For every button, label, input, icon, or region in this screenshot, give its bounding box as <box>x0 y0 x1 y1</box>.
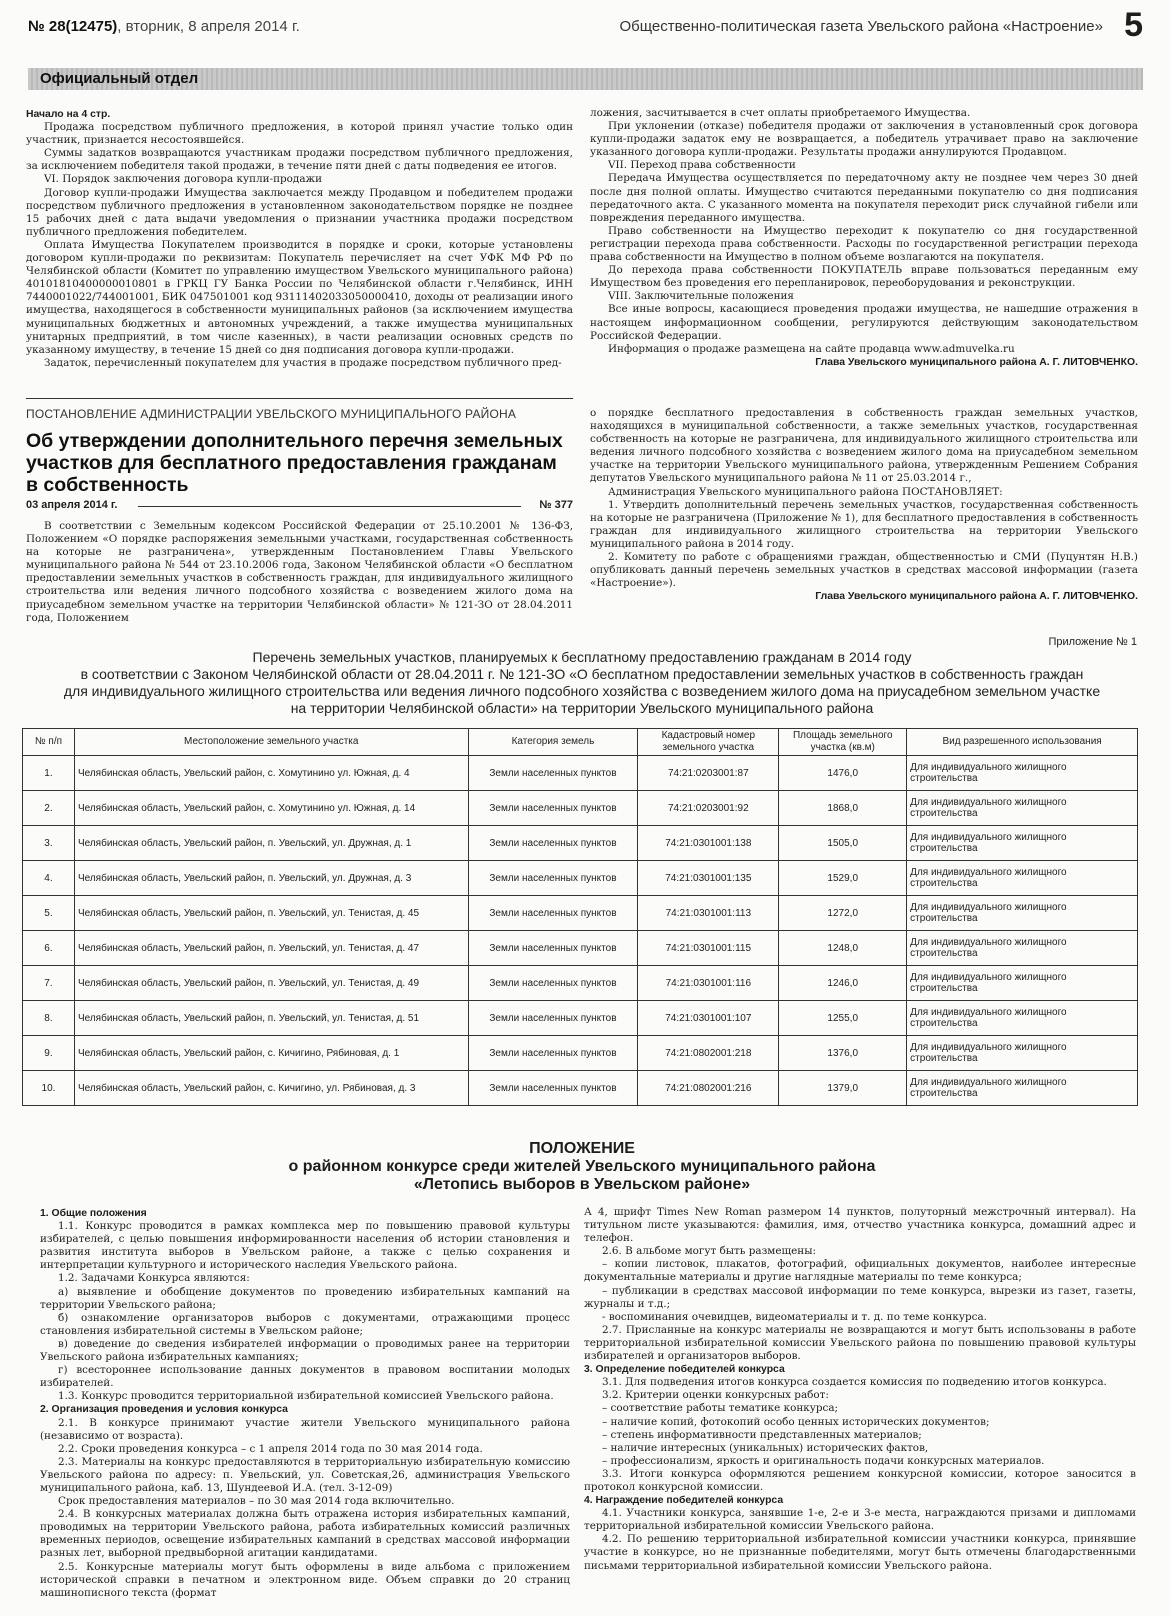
table-cell: Для индивидуального жилищного строительства <box>907 861 1138 896</box>
table-cell: 9. <box>23 1036 75 1071</box>
paragraph: в) доведение до сведения избирателей информации о проводимых ранее на территории Увельского района избирательных кампаниях; <box>40 1337 570 1364</box>
table-cell: Для индивидуального жилищного строительства <box>907 896 1138 931</box>
table-cell: Земли населенных пунктов <box>468 791 638 826</box>
column-header: Кадастровый номер земельного участка <box>638 729 779 756</box>
table-cell: 7. <box>23 966 75 1001</box>
table-row <box>23 1036 1138 1071</box>
table-cell: 6. <box>23 931 75 966</box>
table-cell: 74:21:0802001:218 <box>638 1036 779 1071</box>
table-cell: Земли населенных пунктов <box>468 1036 638 1071</box>
paragraph: г) всестороннее использование данных документов в правовом воспитании молодых избирателей. <box>40 1364 570 1390</box>
table-cell: 74:21:0203001:87 <box>638 756 779 791</box>
paragraph: 2.7. Присланные на конкурс материалы не возвращаются и могут быть использованы в работе территориальной избирательной комиссии Увельского района по повышению правовой культуры избирателей и организаторов выборов. <box>584 1323 1136 1363</box>
paragraph: 3.3. Итоги конкурса оформляются решением конкурсной комиссии, которое заносится в протокол конкурсной комиссии. <box>584 1467 1136 1493</box>
appendix-title <box>26 649 1138 717</box>
table-cell: 2. <box>23 791 75 826</box>
table-cell: 1255,0 <box>779 1001 907 1036</box>
signature: Глава Увельского муниципального района А. Г. ЛИТОВЧЕНКО. <box>815 356 1138 368</box>
paragraph: 1.1. Конкурс проводится в рамках комплекса мер по повышению правовой культуры избирателей, с целью повышения информированности населения об истории становления и развития института выборов в Увельском районе, а также с целью сохранения и интерпретации культурного и исторического наследия Увельского района. <box>40 1220 570 1272</box>
paragraph: – наличие копий, фотокопий особо ценных исторических документов; <box>602 1415 990 1428</box>
divider <box>26 398 573 399</box>
section-band <box>28 68 1143 90</box>
paragraph: ложения, засчитывается в счет оплаты приобретаемого Имущества. <box>590 107 971 119</box>
table-cell: 1529,0 <box>779 861 907 896</box>
table-cell: Челябинская область, Увельский район, с. Хомутинино ул. Южная, д. 4 <box>74 756 468 791</box>
paragraph: 3.1. Для подведения итогов конкурса создается комиссия по подведению итогов конкурса. <box>602 1376 1107 1389</box>
table-row <box>23 791 1138 826</box>
table-cell: Челябинская область, Увельский район, с. Хомутинино ул. Южная, д. 14 <box>74 791 468 826</box>
table-cell: Для индивидуального жилищного строительства <box>907 1001 1138 1036</box>
table-cell: Земли населенных пунктов <box>468 931 638 966</box>
table-cell: Земли населенных пунктов <box>468 756 638 791</box>
paragraph: – профессионализм, яркость и оригинальность подачи конкурсных материалов. <box>602 1454 1045 1467</box>
table-cell: Земли населенных пунктов <box>468 966 638 1001</box>
table-cell: Для индивидуального жилищного строительства <box>907 931 1138 966</box>
issue-date: , вторник, 8 апреля 2014 г. <box>117 18 300 35</box>
table-row <box>23 966 1138 1001</box>
paragraph: - воспоминания очевидцев, видеоматериалы и т. д. по теме конкурса. <box>602 1310 987 1323</box>
polozhenie-column-left <box>40 1207 570 1600</box>
table-cell: Земли населенных пунктов <box>468 1071 638 1106</box>
paragraph: – публикации в средствах массовой информации по теме конкурса, вырезки из газет, газеты, журналы и т.д.; <box>584 1284 1136 1310</box>
table-cell: Челябинская область, Увельский район, п. Увельский, ул. Тенистая, д. 45 <box>74 896 468 931</box>
decree-column-right <box>590 407 1138 603</box>
paragraph: Информация о продаже размещена на сайте продавца www.admuvelka.ru <box>608 342 1015 355</box>
table-cell: 74:21:0301001:115 <box>638 931 779 966</box>
paragraph: а) выявление и обобщение документов по проведению избирательных кампаний на территории Увельского района; <box>40 1285 570 1311</box>
table-cell: 8. <box>23 1001 75 1036</box>
paragraph: 2.2. Сроки проведения конкурса – с 1 апреля 2014 года по 30 мая 2014 года. <box>58 1442 483 1455</box>
paragraph: VIII. Заключительные положения <box>608 290 794 303</box>
table-cell: Челябинская область, Увельский район, с. Кичигино, Рябиновая, д. 1 <box>74 1036 468 1071</box>
table-cell: 4. <box>23 861 75 896</box>
section-heading: 3. Определение победителей конкурса <box>584 1364 785 1376</box>
paragraph: Оплата Имущества Покупателем производится в порядке и сроки, которые установлены договором купли-продажи по реквизитам: Покупатель перечисляет на счет УФК МФ РФ по Челябинской области (Комитет по управлению имуществом Увельского муниципального района) 40101810400000010801 в ГРКЦ ГУ Банка России по Челябинской области г.Челябинск, ИНН 7440001022/744001001, БИК 047501001 код 93111402033050000410, доходы от реализации иного имущества, находящегося в собственности муниципальных районов (за исключением имущества муниципальных бюджетных и автономных учреждений, а также имущества муниципальных унитарных предприятий, в том числе казенных), в части реализации основных средств по указанному имуществу, в течение 15 дней со дня подписания договора купли-продажи. <box>26 238 573 356</box>
polozhenie-column-right <box>584 1206 1136 1573</box>
land-table-wrap <box>22 728 1138 1106</box>
section-heading: 2. Организация проведения и условия конкурса <box>40 1404 288 1416</box>
table-cell: Для индивидуального жилищного строительства <box>907 966 1138 1001</box>
table-cell: 1476,0 <box>779 756 907 791</box>
paragraph: о порядке бесплатного предоставления в собственность граждан земельных участков, находящихся в муниципальной собственности, а также земельных участков, государственная собственность на которые не разграничена, для индивидуального жилищного строительства или ведения личного подсобного хозяйства с возведением жилого дома на приусадебном земельном участке на территории Увельского муниципального района, утвержденным Решением Собрания депутатов Увельского муниципального района № 11 от 25.03.2014 г., <box>590 407 1138 485</box>
table-cell: 74:21:0301001:113 <box>638 896 779 931</box>
table-cell: Челябинская область, Увельский район, п. Увельский, ул. Тенистая, д. 51 <box>74 1001 468 1036</box>
sale-column-left <box>26 108 573 370</box>
paragraph: – копии листовок, плакатов, фотографий, официальных документов, наиболее интересные документальные материалы и другие наглядные материалы по теме конкурса; <box>584 1258 1136 1284</box>
column-header: Площадь земельного участка (кв.м) <box>779 729 907 756</box>
table-row <box>23 826 1138 861</box>
paragraph: 2.3. Материалы на конкурс предоставляются в территориальную избирательную комиссию Увельского района по адресу: п. Увельский, ул. Советская,26, администрация Увельского муниципального района, каб. 13, Шундеевой И.А. (тел. 3-12-09) <box>40 1455 570 1494</box>
polozhenie-title-line: ПОЛОЖЕНИЕ <box>529 1140 635 1157</box>
appendix-title-line: на территории Челябинской области» на территории Увельского муниципального района <box>290 700 874 716</box>
table-cell: 74:21:0802001:216 <box>638 1071 779 1106</box>
page-number: 5 <box>1124 6 1143 44</box>
signature: Глава Увельского муниципального района А. Г. ЛИТОВЧЕНКО. <box>815 591 1138 603</box>
table-cell: 5. <box>23 896 75 931</box>
table-cell: Земли населенных пунктов <box>468 826 638 861</box>
dateline-rule <box>138 506 521 507</box>
paragraph: Право собственности на Имущество переходит к покупателю со дня государственной регистрации перехода права собственности. Расходы по государственной регистрации перехода права собственности на Имущество в полном объеме возлагаются на покупателя. <box>590 224 1138 264</box>
table-row <box>23 896 1138 931</box>
table-header-row <box>23 729 1138 756</box>
paragraph: 2.5. Конкурсные материалы могут быть оформлены в виде альбома с приложением исторической справки в печатном и электронном виде. Объем справки до 20 страниц машинописного текста (формат <box>40 1560 570 1599</box>
table-body <box>23 756 1138 1106</box>
table-cell: Челябинская область, Увельский район, п. Увельский, ул. Дружная, д. 1 <box>74 826 468 861</box>
table-cell: Земли населенных пунктов <box>468 861 638 896</box>
paragraph: Все иные вопросы, касающиеся проведения продажи имущества, не нашедшие отражения в настоящем информационном сообщении, регулируются действующим законодательством Российской Федерации. <box>590 303 1138 342</box>
table-cell: Челябинская область, Увельский район, с. Кичигино, ул. Рябиновая, д. 3 <box>74 1071 468 1106</box>
decree-number: № 377 <box>539 499 573 511</box>
table-cell: 1. <box>23 756 75 791</box>
sale-column-right <box>590 107 1138 369</box>
paragraph: 1. Утвердить дополнительный перечень земельных участков, государственная собственность на которые не разграничена (Приложение № 1), для бесплатного предоставления в собственность граждан для индивидуального жилищного строительства на территории Увельского муниципального района в 2014 году. <box>590 498 1138 550</box>
table-cell: 74:21:0203001:92 <box>638 791 779 826</box>
paragraph: VII. Переход права собственности <box>608 159 796 172</box>
decree-column-left <box>26 520 573 625</box>
column-header: Вид разрешенного использования <box>907 729 1138 756</box>
paragraph: – наличие интересных (уникальных) исторических фактов, <box>602 1441 929 1454</box>
land-table <box>22 728 1138 1106</box>
appendix-title-line: в соответствии с Законом Челябинской области от 28.04.2011 г. № 121-ЗО «О бесплатном предоставлении земельных участков в собственность граждан <box>80 666 1084 682</box>
polozhenie-title-line: о районном конкурсе среди жителей Увельского муниципального района <box>288 1158 876 1175</box>
table-cell: 1505,0 <box>779 826 907 861</box>
paragraph: Срок предоставления материалов – по 30 мая 2014 года включительно. <box>58 1495 455 1508</box>
paragraph: Продажа посредством публичного предложения, в которой принял участие только один участник, признается несостоявшейся. <box>26 121 573 147</box>
section-heading: Начало на 4 стр. <box>26 109 111 120</box>
paragraph: 1.2. Задачами Конкурса являются: <box>58 1272 250 1285</box>
paragraph: 3.2. Критерии оценки конкурсных работ: <box>602 1389 829 1402</box>
decree-kicker: ПОСТАНОВЛЕНИЕ АДМИНИСТРАЦИИ УВЕЛЬСКОГО МУНИЦИПАЛЬНОГО РАЙОНА <box>26 407 517 421</box>
section-heading: 1. Общие положения <box>40 1208 147 1219</box>
decree-title: Об утверждении дополнительного перечня земельных участков для бесплатного предоставления гражданам в собственность <box>26 430 563 496</box>
table-row <box>23 861 1138 896</box>
newspaper-name: Общественно-политическая газета Увельского района «Настроение» <box>619 18 1103 35</box>
paragraph: Суммы задатков возвращаются участникам продажи посредством публичного предложения, за исключением победителя такой продажи, в течение пяти дней с даты подведения ее итогов. <box>26 147 573 173</box>
table-cell: Челябинская область, Увельский район, п. Увельский, ул. Тенистая, д. 47 <box>74 931 468 966</box>
column-header: № п/п <box>23 729 75 756</box>
paragraph: В соответствии с Земельным кодексом Российской Федерации от 25.10.2001 № 136-ФЗ, Положением «О порядке распоряжения земельными участками, государственная собственность на которые не разграничена», утвержденным Постановлением Главы Увельского муниципального района № 544 от 23.10.2006 года, Законом Челябинской области «О бесплатном предоставлении земельных участков в собственность граждан, для индивидуального жилищного строительства или ведения личного подсобного хозяйства с возведением жилого дома на приусадебном земельном участке на территории Челябинской области» № 121-ЗО от 28.04.2011 года, Положением <box>26 520 573 624</box>
page-header <box>28 6 1143 48</box>
table-cell: 74:21:0301001:135 <box>638 861 779 896</box>
column-header: Местоположение земельного участка <box>74 729 468 756</box>
table-cell: Челябинская область, Увельский район, п. Увельский, ул. Дружная, д. 3 <box>74 861 468 896</box>
paragraph: б) ознакомление организаторов выборов с документами, отражающими процесс становления избирательной системы в Увельском районе; <box>40 1311 570 1337</box>
table-cell: 74:21:0301001:107 <box>638 1001 779 1036</box>
column-header: Категория земель <box>468 729 638 756</box>
table-cell: 3. <box>23 826 75 861</box>
paragraph: 4.2. По решению территориальной избирательной комиссии участники конкурса, принявшие участие в конкурсе, но не признанные победителями, могут быть отмечены благодарственными письмами территориальной избирательной комиссии Увельского района. <box>584 1533 1136 1572</box>
table-cell: Для индивидуального жилищного строительства <box>907 1071 1138 1106</box>
table-row <box>23 1001 1138 1036</box>
table-cell: Для индивидуального жилищного строительства <box>907 1036 1138 1071</box>
paragraph: А 4, шрифт Times New Roman размером 14 пунктов, полуторный межстрочный интервал). На титульном листе указываются: фамилия, имя, отчество участника конкурса, домашний адрес и телефон. <box>584 1206 1136 1245</box>
paragraph: 2.1. В конкурсе принимают участие жители Увельского муниципального района (независимо от возраста). <box>40 1416 570 1442</box>
paragraph: 2.4. В конкурсных материалах должна быть отражена история избирательных кампаний, проводимых на территории Увельского района, работа избирательных комиссий различных временных периодов, освещение избирательных кампаний в средствах массовой информации разных лет, выборной предвыборной агитации кандидатами. <box>40 1508 570 1560</box>
table-cell: 1248,0 <box>779 931 907 966</box>
table-cell: 1868,0 <box>779 791 907 826</box>
table-cell: Для индивидуального жилищного строительства <box>907 756 1138 791</box>
paragraph: – степень информативности представленных материалов; <box>602 1428 922 1441</box>
table-cell: Земли населенных пунктов <box>468 1001 638 1036</box>
table-cell: 74:21:0301001:138 <box>638 826 779 861</box>
paragraph: До перехода права собственности ПОКУПАТЕЛЬ вправе пользоваться переданным ему Имуществом без проведения его перепланировок, переоборудования и реконструкции. <box>590 264 1138 290</box>
issue-line <box>28 18 300 35</box>
appendix-title-line: Перечень земельных участков, планируемых к бесплатному предоставлению гражданам в 2014 году <box>252 649 912 665</box>
polozhenie-title <box>26 1140 1138 1194</box>
paragraph: Задаток, перечисленный покупателем для участия в продаже посредством публичного пред- <box>44 356 562 369</box>
appendix-label: Приложение № 1 <box>1048 636 1137 648</box>
paragraph: При уклонении (отказе) победителя продажи от заключения в установленный срок договора купли-продажи задаток ему не возвращается, а победитель утрачивает право на заключение указанного договора купли-продажи. Результаты продажи аннулируются Продавцом. <box>590 120 1138 159</box>
table-cell: Земли населенных пунктов <box>468 896 638 931</box>
table-cell: 1376,0 <box>779 1036 907 1071</box>
table-cell: 10. <box>23 1071 75 1106</box>
paragraph: 1.3. Конкурс проводится территориальной избирательной комиссией Увельского района. <box>58 1390 554 1403</box>
table-cell: 1272,0 <box>779 896 907 931</box>
paragraph: Договор купли-продажи Имущества заключается между Продавцом и победителем продажи посредством публичного предложения в установленном законодательством порядке не позднее 15 рабочих дней с дата выдачи уведомления о признании участника продажи посредством публичного предложения победителем. <box>26 186 573 238</box>
paragraph: 4.1. Участники конкурса, занявшие 1-е, 2-е и 3-е места, награждаются призами и дипломами территориальной избирательной комиссии Увельского района. <box>584 1507 1136 1533</box>
section-heading: 4. Награждение победителей конкурса <box>584 1495 784 1507</box>
paragraph: Администрация Увельского муниципального района ПОСТАНОВЛЯЕТ: <box>608 485 1003 498</box>
paragraph: 2.6. В альбоме могут быть размещены: <box>602 1245 816 1258</box>
table-row <box>23 1071 1138 1106</box>
paragraph: – соответствие работы тематике конкурса; <box>602 1402 839 1415</box>
decree-date: 03 апреля 2014 г. <box>26 499 118 511</box>
appendix-title-line: для индивидуального жилищного строительства или ведения личного подсобного хозяйства с возведением жилого дома на приусадебном земельном участке <box>63 683 1101 699</box>
table-row <box>23 756 1138 791</box>
table-cell: Для индивидуального жилищного строительства <box>907 791 1138 826</box>
paragraph: VI. Порядок заключения договора купли-продажи <box>44 173 323 186</box>
table-cell: Для индивидуального жилищного строительства <box>907 826 1138 861</box>
table-row <box>23 931 1138 966</box>
issue-number: № 28(12475) <box>28 18 118 35</box>
section-title: Официальный отдел <box>40 70 199 87</box>
decree-dateline <box>26 499 573 513</box>
paragraph: 2. Комитету по работе с обращениями граждан, общественностью и СМИ (Пуцунтян Н.В.) опубликовать данный перечень земельных участков в средствах массовой информации (газета «Настроение»). <box>590 551 1138 590</box>
table-cell: 1246,0 <box>779 966 907 1001</box>
paragraph: Передача Имущества осуществляется по передаточному акту не позднее чем через 30 дней после дня полной оплаты. Имущество считаются переданными покупателю со дня подписания передаточного акта. С указанного момента на покупателя переходит риск случайной гибели или повреждения переданного имущества. <box>590 172 1138 224</box>
table-cell: Челябинская область, Увельский район, п. Увельский, ул. Тенистая, д. 49 <box>74 966 468 1001</box>
polozhenie-title-line: «Летопись выборов в Увельском районе» <box>413 1176 751 1193</box>
table-cell: 1379,0 <box>779 1071 907 1106</box>
table-cell: 74:21:0301001:116 <box>638 966 779 1001</box>
